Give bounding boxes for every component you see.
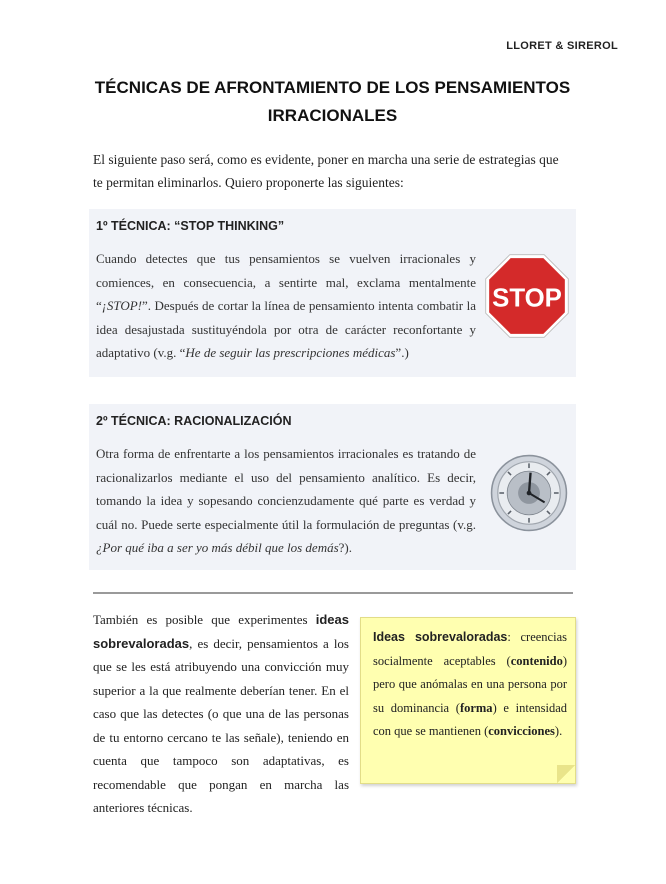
technique-1-example: He de seguir las prescripciones médicas	[185, 345, 396, 360]
technique-1-text-a: Cuando detectes que tus pensamientos se vuelven irracionales y comiences, en consecuencia, a sentirte mal, exclama mentalmente “	[96, 251, 476, 313]
definition-text-c: ) e intensidad con que se mantienen (	[373, 700, 567, 738]
definition-term: Ideas sobrevaloradas	[373, 630, 508, 644]
technique-2-heading: 2º TÉCNICA: RACIONALIZACIÓN	[96, 414, 292, 428]
page-title	[80, 74, 585, 130]
title-line-2: IRRACIONALES	[267, 106, 398, 125]
definition-text-b: ) pero que anómalas en una persona por su dominancia (	[373, 653, 567, 715]
technique-2-example: ¿Por qué iba a ser yo más débil que los demás	[96, 540, 339, 555]
note-fold-corner	[557, 765, 575, 783]
definition-word-contenido: contenido	[510, 653, 563, 668]
definition-text	[373, 626, 567, 744]
definition-text-d: ).	[554, 724, 563, 738]
technique-2-text	[96, 442, 476, 560]
technique-1-text-c: ”.)	[395, 345, 409, 360]
stop-sign-icon	[484, 253, 570, 339]
technique-2-box	[89, 404, 576, 570]
technique-1-stop-word: ¡STOP!	[101, 298, 142, 313]
technique-1-box	[89, 209, 576, 377]
stop-sign-label: STOP	[492, 284, 562, 313]
author-header: LLORET & SIREROL	[506, 40, 618, 52]
overvalued-text-a: También es posible que experimentes	[93, 612, 316, 627]
overvalued-ideas-paragraph	[93, 608, 349, 820]
section-divider	[93, 592, 573, 594]
definition-sticky-note	[360, 617, 576, 784]
intro-paragraph: El siguiente paso será, como es evidente, poner en marcha una serie de estrategias que te permitan eliminarlos. Quiero proponerte las siguientes:	[93, 152, 559, 190]
technique-1-text-b: ”. Después de cortar la línea de pensamiento intenta combatir la idea desajustada sustituyéndola por otra de carácter reconfortante y adaptativo (v.g. “	[96, 298, 476, 360]
clock-icon	[490, 454, 568, 532]
technique-2-text-c: ?).	[338, 540, 352, 555]
technique-1-text	[96, 247, 476, 365]
technique-1-heading: 1º TÉCNICA: “STOP THINKING”	[96, 219, 285, 233]
definition-word-forma: forma	[459, 700, 493, 715]
overvalued-text-b: , es decir, pensamientos a los que se les está atribuyendo una convicción muy superior a la que realmente deberían tener. En el caso que las detectes (o que una de las personas de tu entorno cercano te las señale), teniendo en cuenta que tampoco son adaptativas, es recomendable que pongan en marcha las anteriores técnicas.	[93, 635, 349, 815]
technique-2-text-a: Otra forma de enfrentarte a los pensamientos irracionales es tratando de racionalizarlos mediante el uso del pensamiento analítico. Es decir, tomando la idea y sopesando concienzudamente qué parte es verdad y cuál no. Puede serte especialmente útil la formulación de preguntas (v.g.	[96, 446, 476, 532]
overvalued-term: ideas sobrevaloradas	[93, 612, 349, 651]
title-line-1: TÉCNICAS DE AFRONTAMIENTO DE LOS PENSAMIENTOS	[94, 78, 571, 97]
definition-text-a: : creencias socialmente aceptables (	[373, 630, 567, 668]
definition-word-convicciones: convicciones	[488, 724, 555, 738]
